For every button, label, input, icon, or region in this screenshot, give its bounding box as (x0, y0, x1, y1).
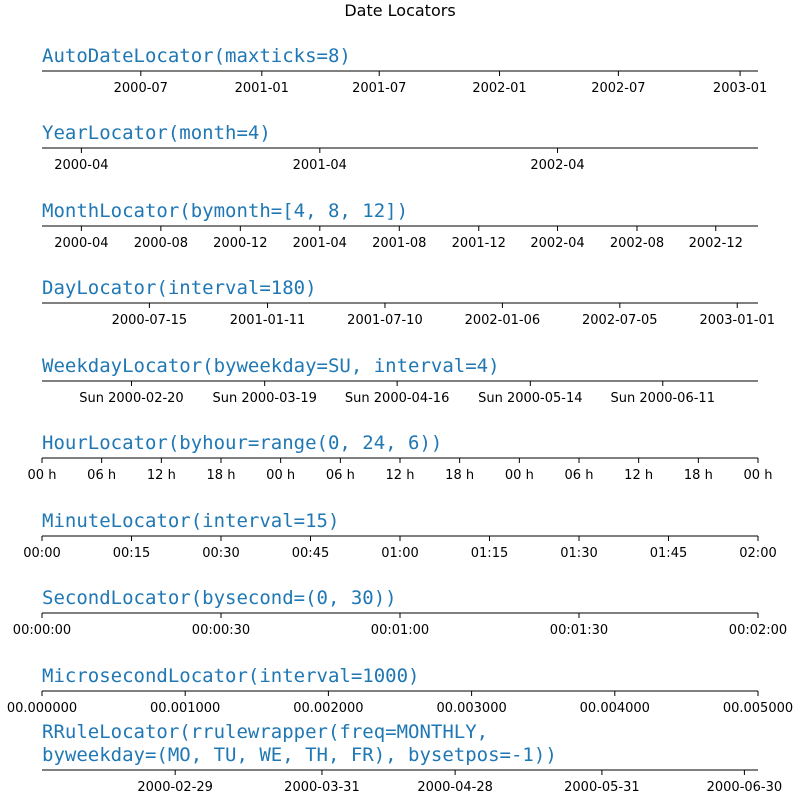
tick-label: 00.004000 (579, 701, 650, 716)
tick-label: 00:30 (202, 546, 240, 561)
panel-title: MicrosecondLocator(interval=1000) (42, 665, 420, 687)
tick-label: 00:00:30 (191, 623, 251, 638)
tick-label: 00.005000 (722, 701, 794, 716)
panel-title: YearLocator(month=4) (42, 122, 271, 144)
tick-label: 2002-12 (688, 236, 743, 251)
tick-label: 06 h (564, 468, 594, 483)
locator-panel (42, 122, 758, 173)
tick-label: Sun 2000-02-20 (79, 391, 184, 406)
tick-label: 00:01:30 (549, 623, 609, 638)
tick-label: Sun 2000-06-11 (610, 391, 715, 406)
tick-label: 2002-07-05 (582, 313, 658, 328)
tick-label: 00:00 (23, 546, 61, 561)
tick-label: 18 h (206, 468, 236, 483)
tick-label: 2001-04 (292, 236, 347, 251)
tick-label: 12 h (624, 468, 654, 483)
tick-label: 01:15 (470, 546, 509, 561)
tick-label: 00.003000 (436, 701, 507, 716)
tick-label: Sun 2000-03-19 (212, 391, 317, 406)
tick-label: 2000-03-31 (284, 780, 360, 795)
tick-label: 2001-12 (451, 236, 506, 251)
tick-label: 2002-01-06 (464, 313, 541, 328)
tick-label: 18 h (445, 468, 475, 483)
tick-label: Sun 2000-04-16 (344, 391, 450, 406)
tick-label: 2002-08 (609, 236, 665, 251)
figure-title: Date Locators (344, 1, 456, 20)
tick-label: 01:30 (560, 546, 598, 561)
tick-label: 06 h (87, 468, 117, 483)
tick-label: 2000-04-28 (417, 780, 493, 795)
tick-label: 01:00 (381, 546, 419, 561)
tick-label: 00:15 (112, 546, 151, 561)
locator-panel (42, 200, 758, 251)
tick-label: 2001-04 (292, 158, 347, 173)
tick-label: 00.002000 (293, 701, 364, 716)
tick-label: 06 h (325, 468, 355, 483)
locator-panel (28, 432, 773, 483)
tick-label: 2000-04 (54, 158, 109, 173)
tick-label: 2000-07 (113, 81, 168, 96)
tick-label: 00 h (266, 468, 296, 483)
locator-panel (7, 665, 793, 716)
tick-label: 2000-12 (213, 236, 268, 251)
tick-label: 2000-06-30 (706, 780, 783, 795)
tick-label: 2000-05-31 (564, 780, 640, 795)
tick-label: 01:45 (649, 546, 688, 561)
tick-label: 12 h (385, 468, 415, 483)
tick-label: 2002-07 (591, 81, 646, 96)
panel-title: RRuleLocator(rrulewrapper(freq=MONTHLY, (42, 721, 489, 743)
tick-label: 2002-04 (530, 158, 585, 173)
panel-title: WeekdayLocator(byweekday=SU, interval=4) (42, 355, 500, 377)
tick-label: 2003-01-01 (699, 313, 776, 328)
locator-panel (42, 45, 767, 96)
panel-title: DayLocator(interval=180) (42, 277, 317, 299)
tick-label: 00 h (504, 468, 534, 483)
locator-panel (23, 510, 776, 561)
tick-label: 00 h (743, 468, 773, 483)
tick-label: 2001-01-11 (229, 313, 306, 328)
tick-label: 2002-04 (530, 236, 585, 251)
tick-label: 2001-08 (372, 236, 427, 251)
locator-panel (42, 277, 775, 328)
tick-label: 2001-07-10 (347, 313, 423, 328)
locator-panel (42, 355, 758, 406)
tick-label: Sun 2000-05-14 (478, 391, 583, 406)
tick-label: 00:02:00 (728, 623, 788, 638)
tick-label: 2000-07-15 (111, 313, 188, 328)
tick-label: 2003-01 (712, 81, 768, 96)
panel-title: SecondLocator(bysecond=(0, 30)) (42, 587, 397, 609)
locator-panel (13, 587, 787, 638)
panel-title: AutoDateLocator(maxticks=8) (42, 45, 351, 67)
tick-label: 00:00:00 (12, 623, 72, 638)
tick-label: 00.001000 (150, 701, 221, 716)
tick-label: 00:45 (291, 546, 330, 561)
tick-label: 12 h (146, 468, 176, 483)
tick-label: 18 h (683, 468, 713, 483)
tick-label: 2000-04 (54, 236, 109, 251)
tick-label: 2001-07 (352, 81, 407, 96)
panel-title: MonthLocator(bymonth=[4, 8, 12]) (42, 200, 409, 222)
tick-label: 2000-08 (133, 236, 189, 251)
tick-label: 00.000000 (6, 701, 78, 716)
tick-label: 02:00 (739, 546, 777, 561)
tick-label: 2002-01 (472, 81, 527, 96)
panel-title: HourLocator(byhour=range(0, 24, 6)) (42, 432, 443, 454)
tick-label: 2000-02-29 (137, 780, 213, 795)
locator-panel (42, 721, 782, 795)
tick-label: 2001-01 (234, 81, 289, 96)
locator-panels (7, 45, 793, 795)
tick-label: 00 h (27, 468, 57, 483)
panel-title: byweekday=(MO, TU, WE, TH, FR), bysetpos=-1)) (42, 744, 557, 766)
panel-title: MinuteLocator(interval=15) (42, 510, 340, 532)
tick-label: 00:01:00 (370, 623, 430, 638)
